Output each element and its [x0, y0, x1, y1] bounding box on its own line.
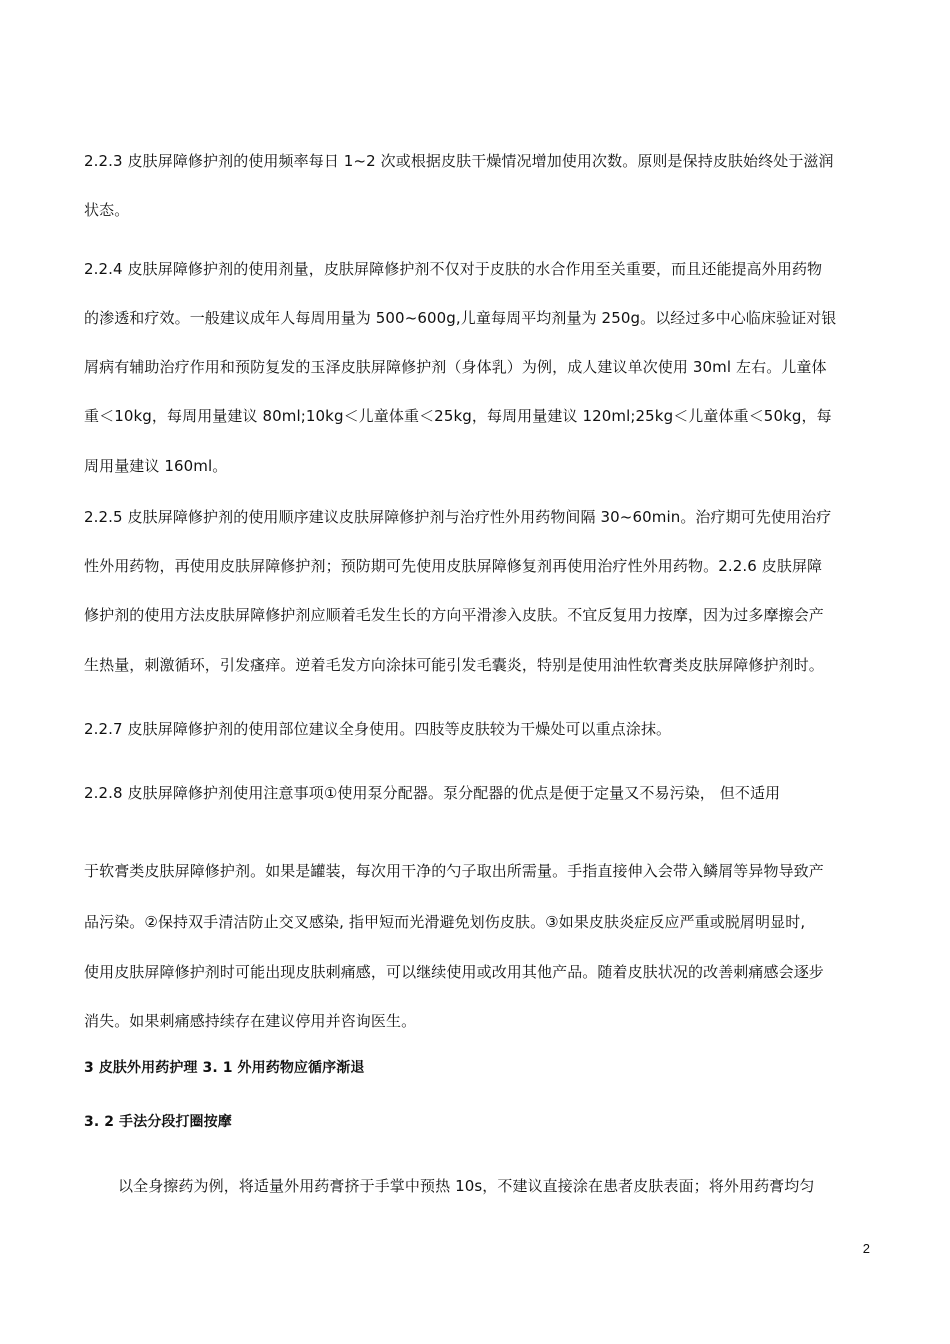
para-224-line-1: 2.2.4 皮肤屏障修护剂的使用剂量，皮肤屏障修护剂不仅对于皮肤的水合作用至关重要，而且还能提高外用药物: [84, 260, 823, 278]
para-223-line-1: 2.2.3 皮肤屏障修护剂的使用频率每日 1~2 次或根据皮肤干燥情况增加使用次数。原则是保持皮肤始终处于滋润: [84, 152, 834, 170]
para-227-line-1: 2.2.7 皮肤屏障修护剂的使用部位建议全身使用。四肢等皮肤较为干燥处可以重点涂抹。: [84, 720, 672, 738]
para-228-line-5: 消失。如果刺痛感持续存在建议停用并咨询医生。: [84, 1012, 417, 1030]
para-32-line-1: 以全身擦药为例，将适量外用药膏挤于手掌中预热 10s，不建议直接涂在患者皮肤表面；将外用药膏均匀: [118, 1177, 815, 1195]
para-225-line-4: 生热量，刺激循环，引发瘙痒。逆着毛发方向涂抹可能引发毛囊炎，特别是使用油性软膏类皮肤屏障修护剂时。: [84, 656, 824, 674]
para-225-line-1: 2.2.5 皮肤屏障修护剂的使用顺序建议皮肤屏障修护剂与治疗性外用药物间隔 30~60min。治疗期可先使用治疗: [84, 508, 832, 526]
para-224-line-5: 周用量建议 160ml。: [84, 457, 228, 475]
para-224-line-3: 屑病有辅助治疗作用和预防复发的玉泽皮肤屏障修护剂（身体乳）为例，成人建议单次使用 30ml 左右。儿童体: [84, 358, 827, 376]
section-3-heading: 3 皮肤外用药护理 3. 1 外用药物应循序渐退: [84, 1060, 365, 1076]
para-225-line-2: 性外用药物，再使用皮肤屏障修护剂；预防期可先使用皮肤屏障修复剂再使用治疗性外用药物。2.2.6 皮肤屏障: [84, 557, 823, 575]
para-224-line-4: 重＜10kg，每周用量建议 80ml;10kg＜儿童体重＜25kg，每周用量建议 120ml;25kg＜儿童体重＜50kg，每: [84, 407, 832, 425]
para-228-line-4: 使用皮肤屏障修护剂时可能出现皮肤刺痛感，可以继续使用或改用其他产品。随着皮肤状况的改善刺痛感会逐步: [84, 963, 824, 981]
section-3-2-heading: 3. 2 手法分段打圈按摩: [84, 1114, 232, 1130]
para-225-line-3: 修护剂的使用方法皮肤屏障修护剂应顺着毛发生长的方向平滑渗入皮肤。不宜反复用力按摩，因为过多摩擦会产: [84, 606, 824, 624]
para-228-line-1: 2.2.8 皮肤屏障修护剂使用注意事项①使用泵分配器。泵分配器的优点是便于定量又不易污染， 但不适用: [84, 784, 781, 802]
para-223-line-2: 状态。: [84, 201, 130, 219]
para-228-line-2: 于软膏类皮肤屏障修护剂。如果是罐装，每次用干净的勺子取出所需量。手指直接伸入会带入鳞屑等异物导致产: [84, 862, 824, 880]
page-number: 2: [862, 1241, 870, 1256]
para-228-line-3: 品污染。②保持双手清洁防止交叉感染, 指甲短而光滑避免划伤皮肤。③如果皮肤炎症反应严重或脱屑明显时,: [84, 913, 806, 931]
para-224-line-2: 的渗透和疗效。一般建议成年人每周用量为 500~600g,儿童每周平均剂量为 250g。以经过多中心临床验证对银: [84, 309, 837, 327]
